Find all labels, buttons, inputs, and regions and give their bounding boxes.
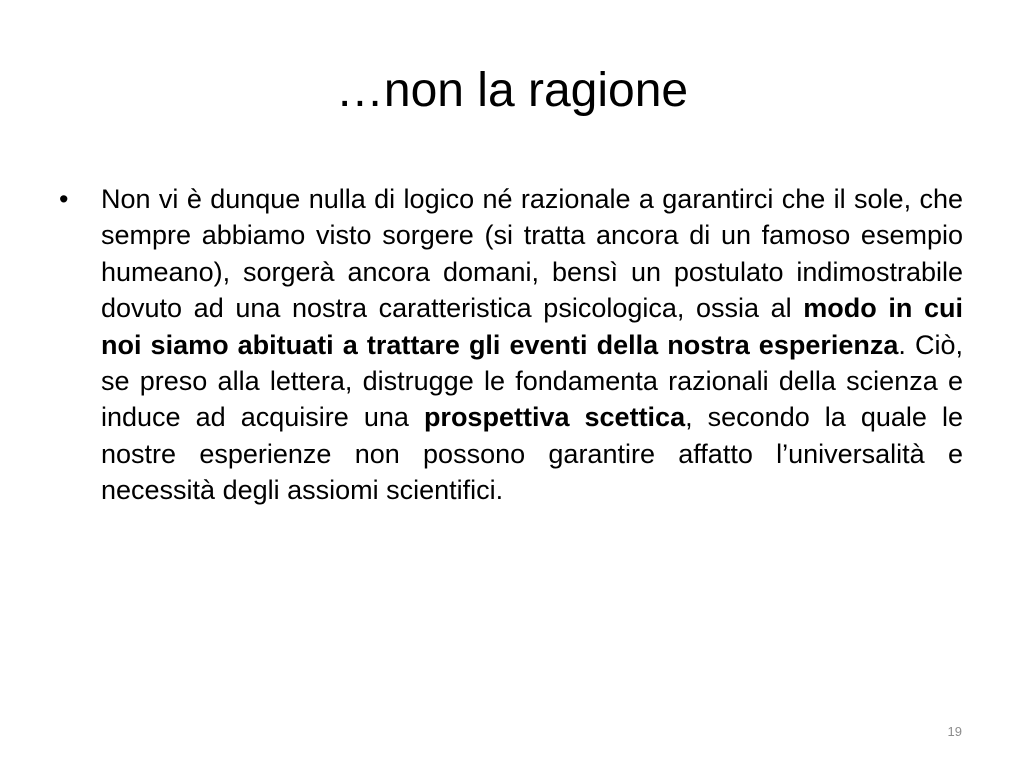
bullet-item (59, 181, 963, 509)
slide-title: …non la ragione (335, 64, 689, 117)
bullet-list (59, 181, 963, 509)
paragraph-text-3: , secondo la quale le nostre esperienze non possono garantire affatto l’universalità e necessità degli assiomi scientifici. (101, 402, 963, 506)
bullet-dot-icon: • (59, 184, 69, 214)
page-number: 19 (947, 724, 962, 739)
paragraph-bold-2: prospettiva scettica (423, 402, 686, 433)
paragraph-bold-1: modo in cui noi siamo abituati a trattare gli eventi della nostra esperienza (101, 293, 963, 360)
paragraph-text-1: Non vi è dunque nulla di logico né razionale a garantirci che il sole, che sempre abbiamo visto sorgere (si tratta ancora di un famoso esempio humeano), sorgerà ancora domani, bensì un postulato indimostrabile dovuto ad una nostra caratteristica psicologica, ossia al (101, 184, 963, 324)
paragraph-text-2: . Ciò, se preso alla lettera, distrugge le fondamenta razionali della scienza e induce ad acquisire una (101, 329, 963, 433)
